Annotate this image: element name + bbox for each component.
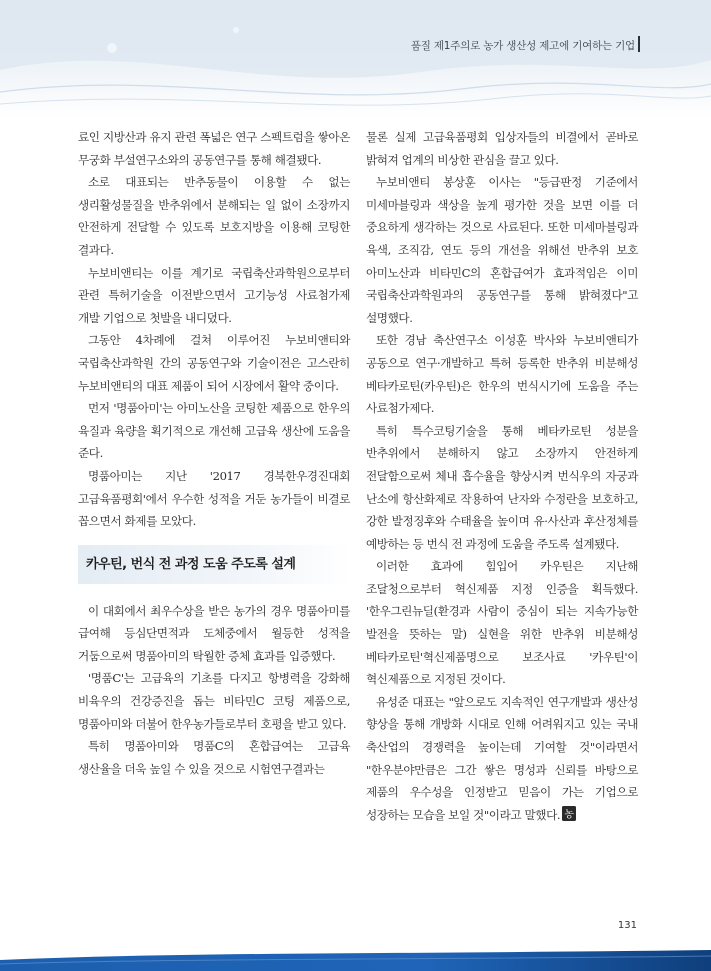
end-mark-label: 농 <box>564 809 574 821</box>
header-band <box>0 0 711 118</box>
paragraph: 명품아미는 지난 '2017 경북한우경진대회 고급육품평회'에서 우수한 성적을 거둔 농가들이 비결로 꼽으면서 화제를 모았다. <box>78 468 350 529</box>
paragraph: 먼저 '명품아미'는 아미노산을 코팅한 제품으로 한우의 육질과 육량을 획기적으로 개선해 고급육 생산에 도움을 준다. <box>78 401 350 461</box>
paragraph: 또한 경남 축산연구소 이성훈 박사와 누보비앤티가 공동으로 연구·개발하고 특허 등록한 반추위 비분해성 베타카로틴(카우틴)은 한우의 번식시기에 도움을 주는 사료첨가제다. <box>366 333 638 416</box>
paragraph: 물론 실제 고급육품평회 입상자들의 비결에서 곧바로 밝혀져 업계의 비상한 관심을 끌고 있다. <box>366 130 638 167</box>
paragraph: '명품C'는 고급육의 기초를 다지고 항병력을 강화해 비육우의 건강증진을 돕는 비타민C 코팅 제품으로, 명품아미와 더불어 한우농가들로부터 호평을 받고 있다. <box>78 671 350 731</box>
section-heading: 카우틴, 번식 전 과정 도움 주도록 설계 <box>78 545 350 584</box>
paragraph: 특히 명품아미와 명품C의 혼합급여는 고급육 생산율을 더욱 높일 수 있을 것으로 시험연구결과는 <box>78 739 350 776</box>
left-column <box>78 126 350 780</box>
paragraph-closing <box>366 691 638 827</box>
running-title: 품질 제1주의로 농가 생산성 제고에 기여하는 기업 <box>410 40 635 52</box>
paragraph: 누보비앤티 봉상훈 이사는 "등급판정 기준에서 미세마블링과 색상을 높게 평가한 것을 보면 이를 더 중요하게 생각하는 것으로 사료된다. 또한 미세마블링과 육색, 조직감, 연도 등의 개선을 위해선 반추위 보호 아미노산과 비타민C의 혼합급여가 효과적임은 이미 국립축산과학원과의 공동연구를 통해 밝혀졌다"고 설명했다. <box>366 175 638 325</box>
page-number: 131 <box>617 920 637 931</box>
paragraph: 누보비앤티는 이를 계기로 국립축산과학원으로부터 관련 특허기술을 이전받으면서 고기능성 사료첨가제 개발 기업으로 첫발을 내디뎠다. <box>78 265 350 325</box>
footer-band <box>0 950 711 971</box>
paragraph: 이 대회에서 최우수상을 받은 농가의 경우 명품아미를 급여해 등심단면적과 도체중에서 월등한 성적을 거둠으로써 명품아미의 탁월한 증체 효과를 입증했다. <box>78 603 350 663</box>
end-mark-icon <box>562 806 576 821</box>
header-wave-decoration <box>0 0 711 118</box>
right-column <box>366 126 638 826</box>
paragraph: 특히 특수코팅기술을 통해 베타카로틴 성분을 반추위에서 분해하지 않고 소장까지 안전하게 전달함으로써 체내 흡수율을 향상시켜 번식우의 자궁과 난소에 항산화제로 작용하여 난자와 수정란을 보호하고, 강한 발정징후와 수태율을 높이며 유·사산과 후산정체를 예방하는 등 번식 전 과정에 도움을 주도록 설계됐다. <box>366 423 638 551</box>
paragraph-text: 유성준 대표는 "앞으로도 지속적인 연구개발과 생산성 향상을 통해 개방화 시대로 인해 어려워지고 있는 국내 축산업의 경쟁력을 높이는데 기여할 것"이라면서 "한우분야만큼은 그간 쌓은 명성과 신뢰를 바탕으로 제품의 우수성을 인정받고 믿음이 가는 기업으로 성장하는 모습을 보일 것"이라고 말했다. <box>366 694 638 822</box>
paragraph: 그동안 4차례에 걸쳐 이루어진 누보비앤티와 국립축산과학원 간의 공동연구와 기술이전은 고스란히 누보비앤티의 대표 제품이 되어 시장에서 활약 중이다. <box>78 333 350 393</box>
footer-wave-decoration <box>0 950 711 971</box>
paragraph: 소로 대표되는 반추동물이 이용할 수 없는 생리활성물질을 반추위에서 분해되는 일 없이 소장까지 안전하게 전달할 수 있도록 보호지방을 이용해 코팅한 결과다. <box>78 175 350 257</box>
paragraph: 이러한 효과에 힘입어 카우틴은 지난해 조달청으로부터 혁신제품 지정 인증을 획득했다. '한우그린뉴딜(환경과 사람이 중심이 되는 지속가능한 발전을 뜻하는 말) 실현을 위한 반추위 비분해성 베타카로틴'혁신제품명으로 보조사료 '카우틴'이 혁신제품으로 지정된 것이다. <box>366 559 638 687</box>
paragraph: 료인 지방산과 유지 관련 폭넓은 연구 스펙트럼을 쌓아온 무궁화 부설연구소와의 공동연구를 통해 해결됐다. <box>78 130 350 167</box>
running-title-bar <box>638 36 640 52</box>
